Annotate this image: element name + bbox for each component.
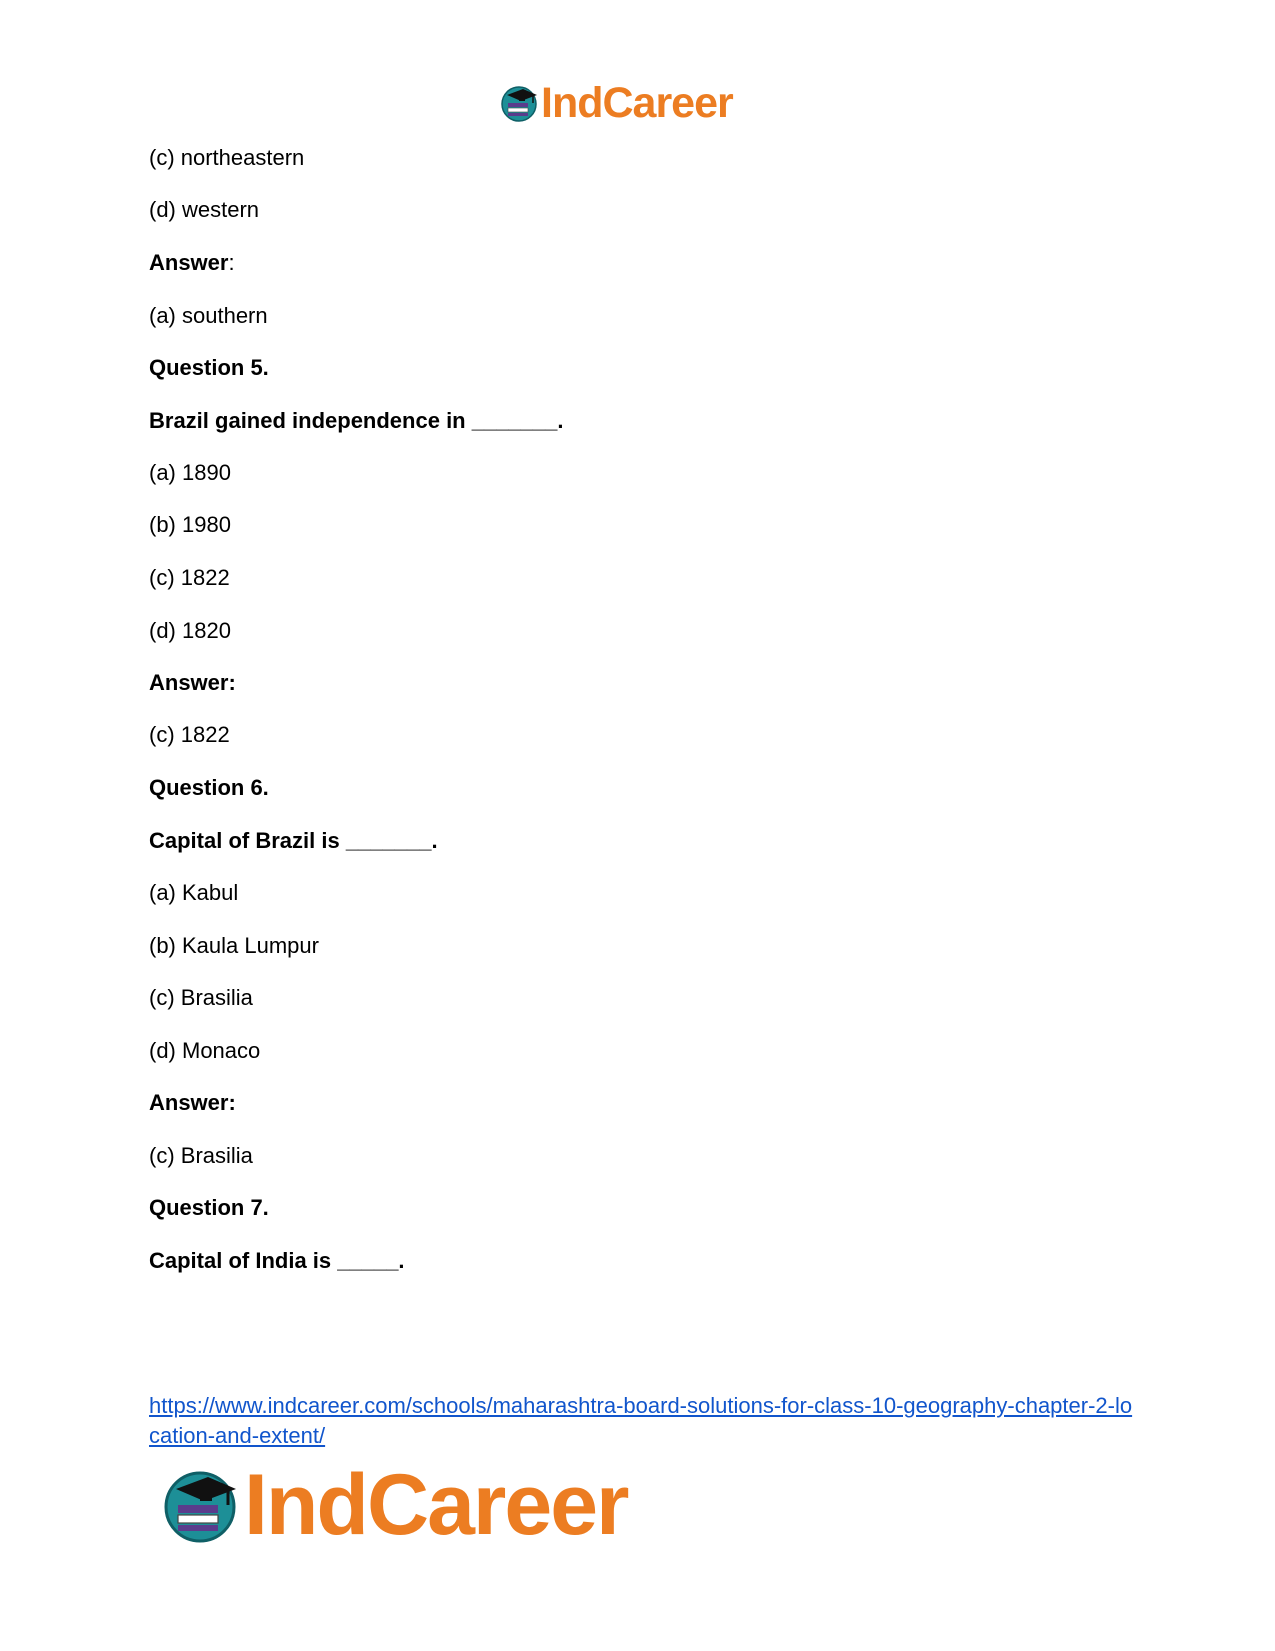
logo-wordmark: IndCareer bbox=[244, 1457, 628, 1553]
question-text: Brazil gained independence in _______. bbox=[149, 408, 564, 433]
question-text: Capital of India is _____. bbox=[149, 1248, 405, 1273]
option-line: (a) Kabul bbox=[149, 880, 239, 905]
answer-heading: Answer: bbox=[149, 1090, 236, 1115]
option-line: (d) Monaco bbox=[149, 1038, 261, 1063]
option-line: (b) 1980 bbox=[149, 512, 231, 537]
question-heading: Question 6. bbox=[149, 775, 269, 800]
graduation-cap-book-icon bbox=[499, 83, 539, 123]
logo-wordmark: IndCareer bbox=[541, 78, 733, 127]
answer-heading bbox=[149, 250, 235, 276]
option-line: (b) Kaula Lumpur bbox=[149, 933, 319, 958]
question-heading: Question 7. bbox=[149, 1195, 269, 1220]
option-line: (c) northeastern bbox=[149, 145, 305, 170]
option-line: (d) western bbox=[149, 197, 260, 222]
question-text: Capital of Brazil is _______. bbox=[149, 828, 438, 853]
answer-line: (a) southern bbox=[149, 303, 268, 328]
footer-logo bbox=[160, 1457, 628, 1553]
question-heading: Question 5. bbox=[149, 355, 269, 380]
option-line: (c) Brasilia bbox=[149, 985, 253, 1010]
option-line: (d) 1820 bbox=[149, 618, 231, 643]
answer-heading: Answer: bbox=[149, 670, 236, 695]
answer-colon: : bbox=[228, 250, 235, 275]
option-line: (c) 1822 bbox=[149, 565, 230, 590]
source-link[interactable]: https://www.indcareer.com/schools/maharashtra-board-solutions-for-class-10-geography-chapter-2-location-and-extent/ bbox=[149, 1393, 1133, 1448]
option-line: (a) 1890 bbox=[149, 460, 231, 485]
graduation-cap-book-icon bbox=[160, 1465, 240, 1545]
answer-line: (c) 1822 bbox=[149, 722, 230, 747]
header-logo bbox=[499, 76, 733, 130]
answer-line: (c) Brasilia bbox=[149, 1143, 253, 1168]
answer-label: Answer bbox=[149, 250, 229, 275]
